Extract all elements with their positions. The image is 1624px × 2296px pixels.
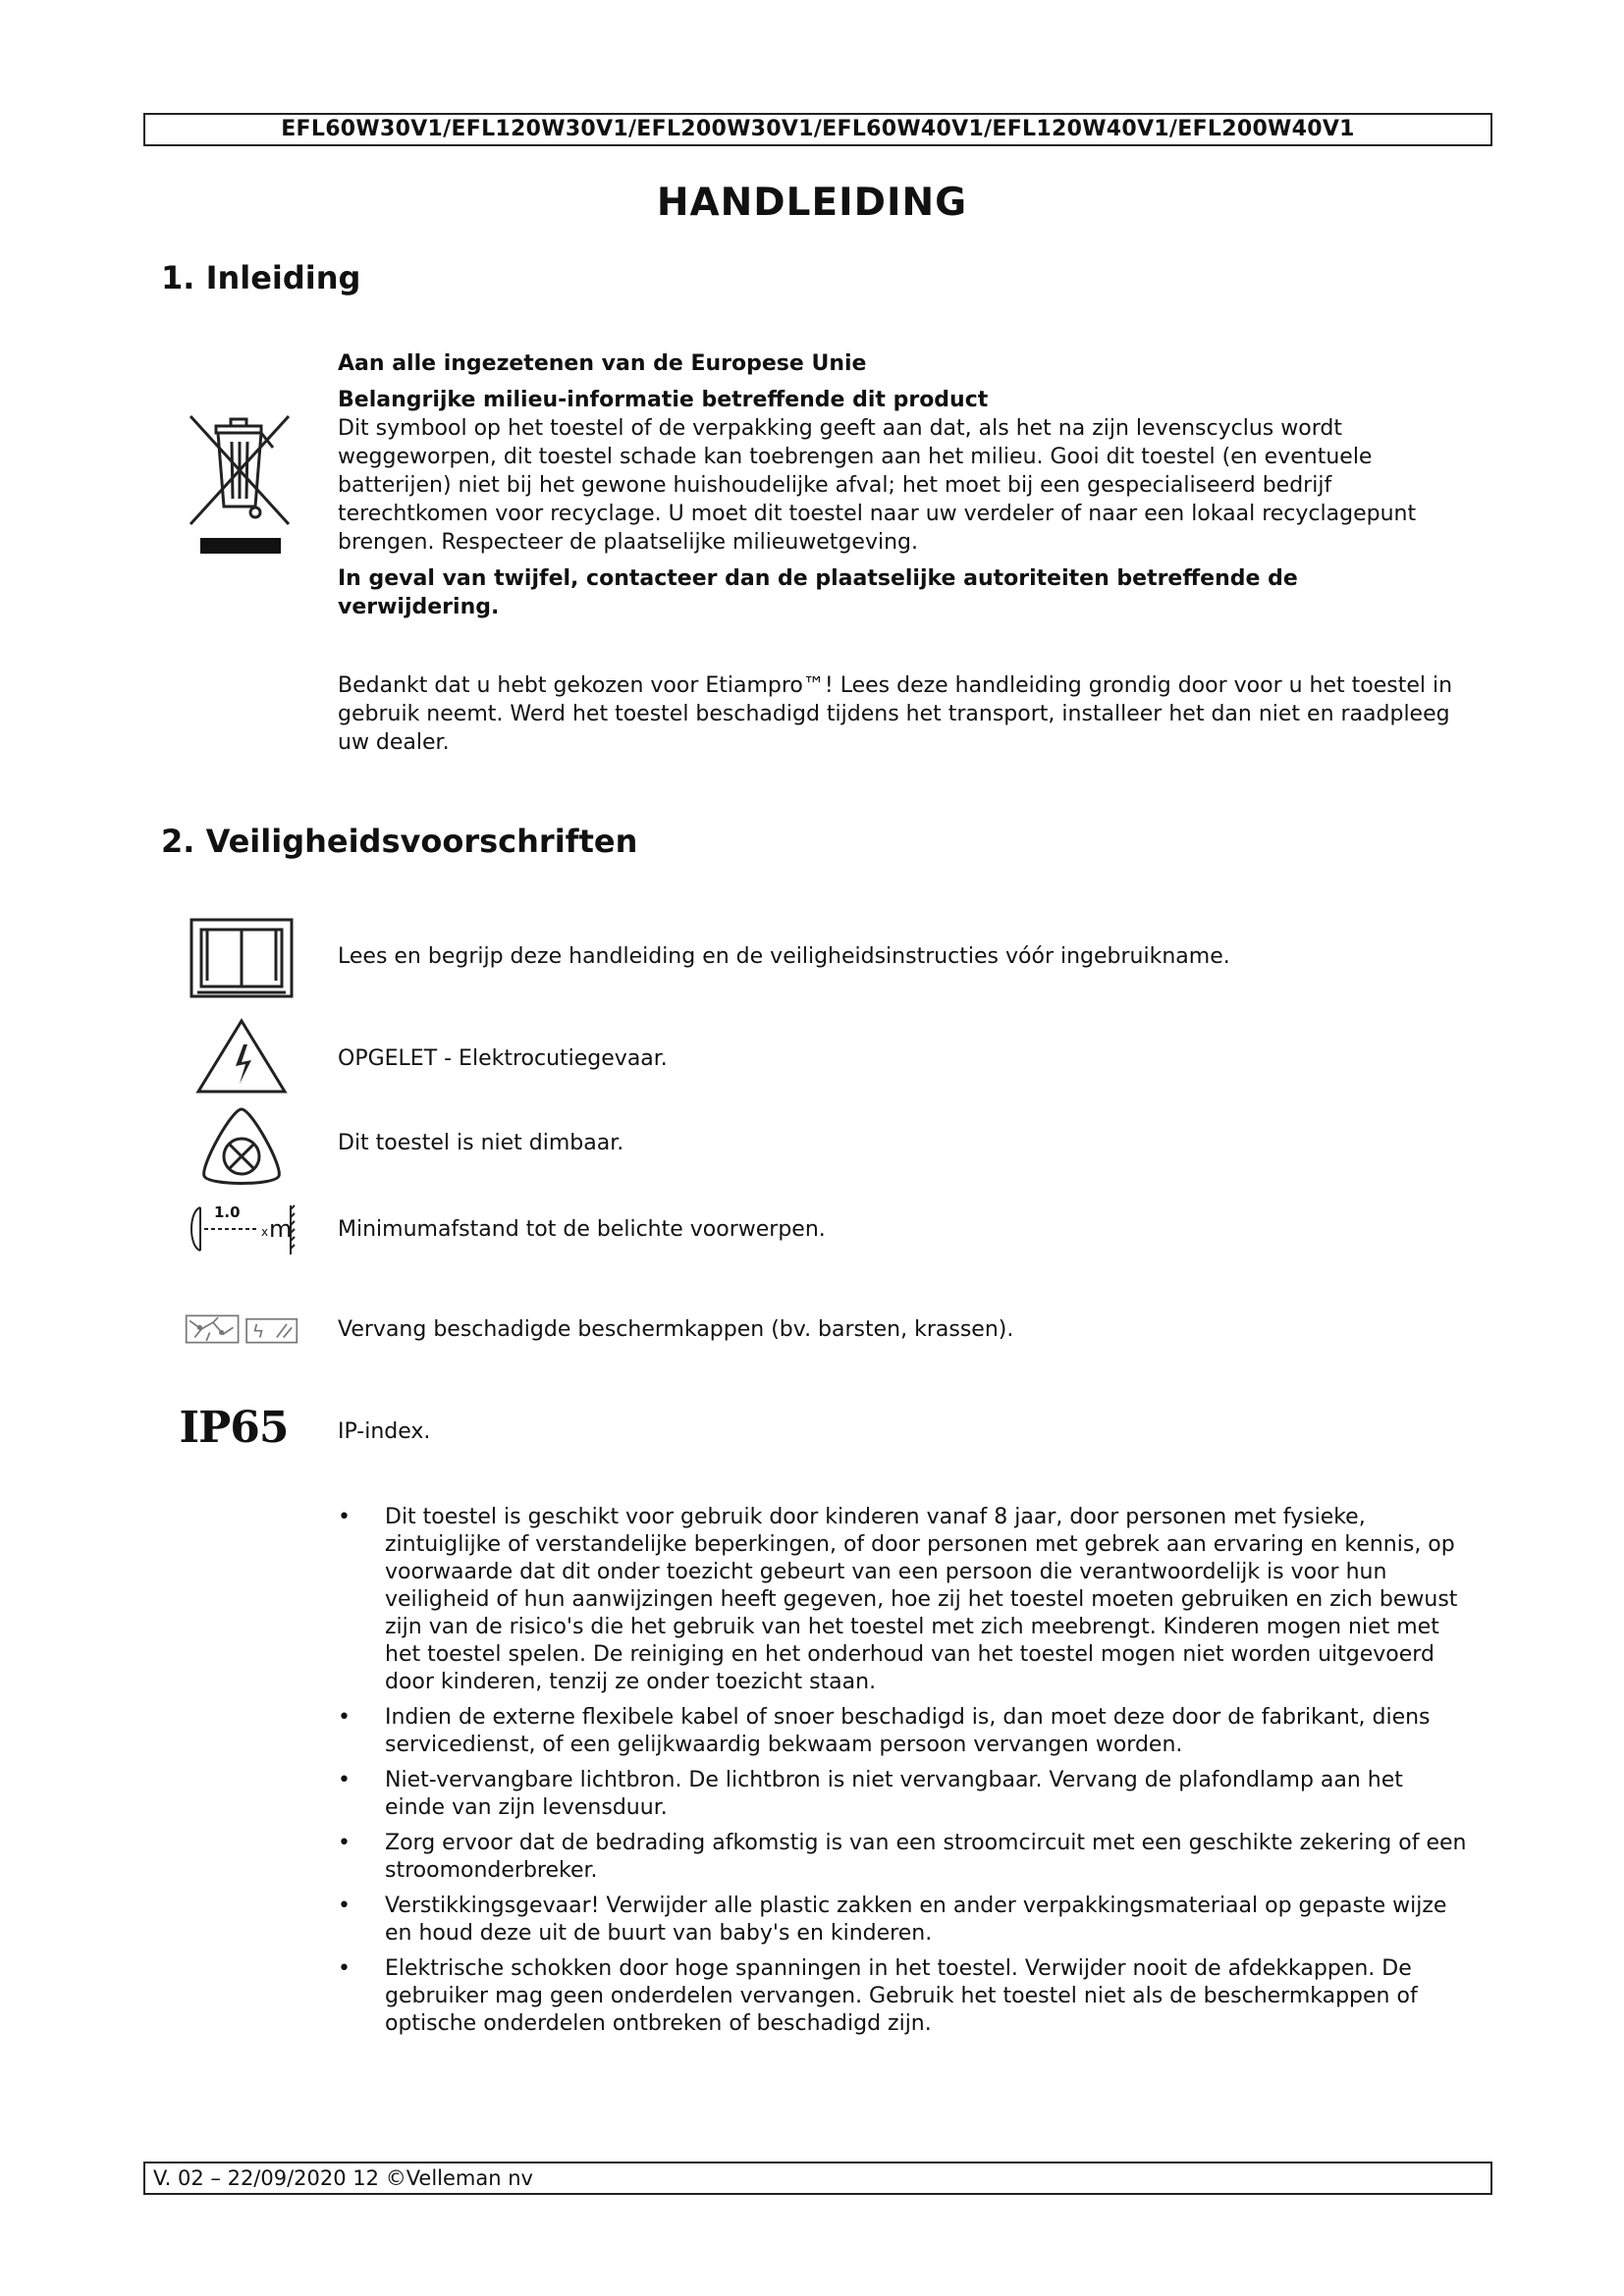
distance-value-label: 1.0 — [214, 1203, 241, 1221]
weee-bin-icon — [185, 408, 295, 560]
damaged-cover-icon — [185, 1308, 298, 1351]
section-heading-intro: 1. Inleiding — [161, 259, 361, 296]
safety-bullet-list — [338, 1504, 1467, 2046]
symbol-text-distance: Minimumafstand tot de belichte voorwerpen. — [338, 1217, 826, 1242]
symbol-text-dimmable: Dit toestel is niet dimbaar. — [338, 1131, 624, 1155]
list-item: • Elektrische schokken door hoge spanningen in het toestel. Verwijder nooit de afdekkappen. De gebruiker mag geen onderdelen vervangen. Gebruik het toestel niet als de beschermkappen of optische onderdelen ontbreken of beschadigd zijn. — [338, 1955, 1467, 2038]
not-dimmable-icon — [185, 1105, 298, 1188]
page-title: HANDLEIDING — [656, 181, 968, 225]
symbol-text-cover: Vervang beschadigde beschermkappen (bv. barsten, krassen). — [338, 1317, 1014, 1342]
ip65-label: IP65 — [179, 1402, 289, 1453]
doubt-text: In geval van twijfel, contacteer dan de plaatselijke autoriteiten betreffende de verwijdering. — [338, 566, 1298, 619]
symbol-row-manual — [0, 915, 1624, 993]
env-text: Dit symbool op het toestel of de verpakking geeft aan dat, als het na zijn levenscyclus wordt weggeworpen, dit toestel schade kan toebrengen aan het milieu. Gooi dit toestel (en eventuele batterijen) niet bij het gewone huishoudelijke afval; het moet bij een gespecialiseerd bedrijf terechtkomen voor recyclage. U moet dit toestel naar uw verdeler of naar een lokaal recyclagepunt brengen. Respecteer de plaatselijke milieuwetgeving. — [338, 416, 1417, 555]
symbol-text-electric: OPGELET - Elektrocutiegevaar. — [338, 1046, 668, 1071]
list-item: • Dit toestel is geschikt voor gebruik door kinderen vanaf 8 jaar, door personen met fysieke, zintuiglijke of verstandelijke beperkingen, of door personen met gebrek aan ervaring en kennis, op voorwaarde dat dit onder toezicht gebeurt van een persoon die verantwoordelijk is voor hun veiligheid of hun aanwijzingen heeft gegeven, hoe zij het toestel moeten gebruiken en zich bewust zijn van de risico's die het gebruik van het toestel met zich meebrengt. Kinderen mogen niet met het toestel spelen. De reiniging en het onderhoud van het toestel mogen niet worden uitgevoerd door kinderen, tenzij ze onder toezicht staan. — [338, 1504, 1467, 1696]
symbol-row-electric — [0, 1015, 1624, 1094]
symbol-row-ip — [0, 1396, 1624, 1474]
symbol-row-cover — [0, 1308, 1624, 1386]
section-heading-safety: 2. Veiligheidsvoorschriften — [161, 823, 638, 860]
list-item: • Verstikkingsgevaar! Verwijder alle plastic zakken en ander verpakkingsmateriaal op gepaste wijze en houd deze uit de buurt van baby's en kinderen. — [338, 1893, 1467, 1948]
symbol-text-manual: Lees en begrijp deze handleiding en de veiligheidsinstructies vóór ingebruikname. — [338, 944, 1230, 969]
electric-hazard-icon — [185, 1015, 298, 1097]
model-header: EFL60W30V1/EFL120W30V1/EFL200W30V1/EFL60W40V1/EFL120W40V1/EFL200W40V1 — [143, 113, 1492, 146]
eu-heading: Aan alle ingezetenen van de Europese Unie — [338, 351, 867, 376]
page-footer: V. 02 – 22/09/2020 12 ©Velleman nv — [143, 2162, 1492, 2195]
weee-notice — [338, 349, 1457, 621]
thanks-text: Bedankt dat u hebt gekozen voor Etiampro™! Lees deze handleiding grondig door voor u het toestel in gebruik neemt. Werd het toestel beschadigd tijdens het transport, installeer het dan niet en raadpleeg uw dealer. — [338, 673, 1453, 755]
distance-unit-label: m — [269, 1215, 293, 1243]
list-item: • Zorg ervoor dat de bedrading afkomstig is van een stroomcircuit met een geschikte zekering of een stroomonderbreker. — [338, 1830, 1467, 1885]
manual-book-icon — [185, 915, 298, 1001]
symbol-row-distance — [0, 1200, 1624, 1278]
minimum-distance-icon — [185, 1200, 298, 1258]
list-item: • Indien de externe flexibele kabel of snoer beschadigd is, dan moet deze door de fabrikant, diens servicedienst, of een gelijkwaardig bekwaam persoon vervangen worden. — [338, 1704, 1467, 1759]
distance-x-label: x — [261, 1225, 269, 1239]
env-heading: Belangrijke milieu-informatie betreffende dit product — [338, 388, 989, 412]
symbol-row-dimmable — [0, 1105, 1624, 1184]
list-item: • Niet-vervangbare lichtbron. De lichtbron is niet vervangbaar. Vervang de plafondlamp aan het einde van zijn levensduur. — [338, 1767, 1467, 1822]
symbol-text-ip: IP-index. — [338, 1419, 431, 1444]
ip65-icon — [177, 1396, 291, 1459]
